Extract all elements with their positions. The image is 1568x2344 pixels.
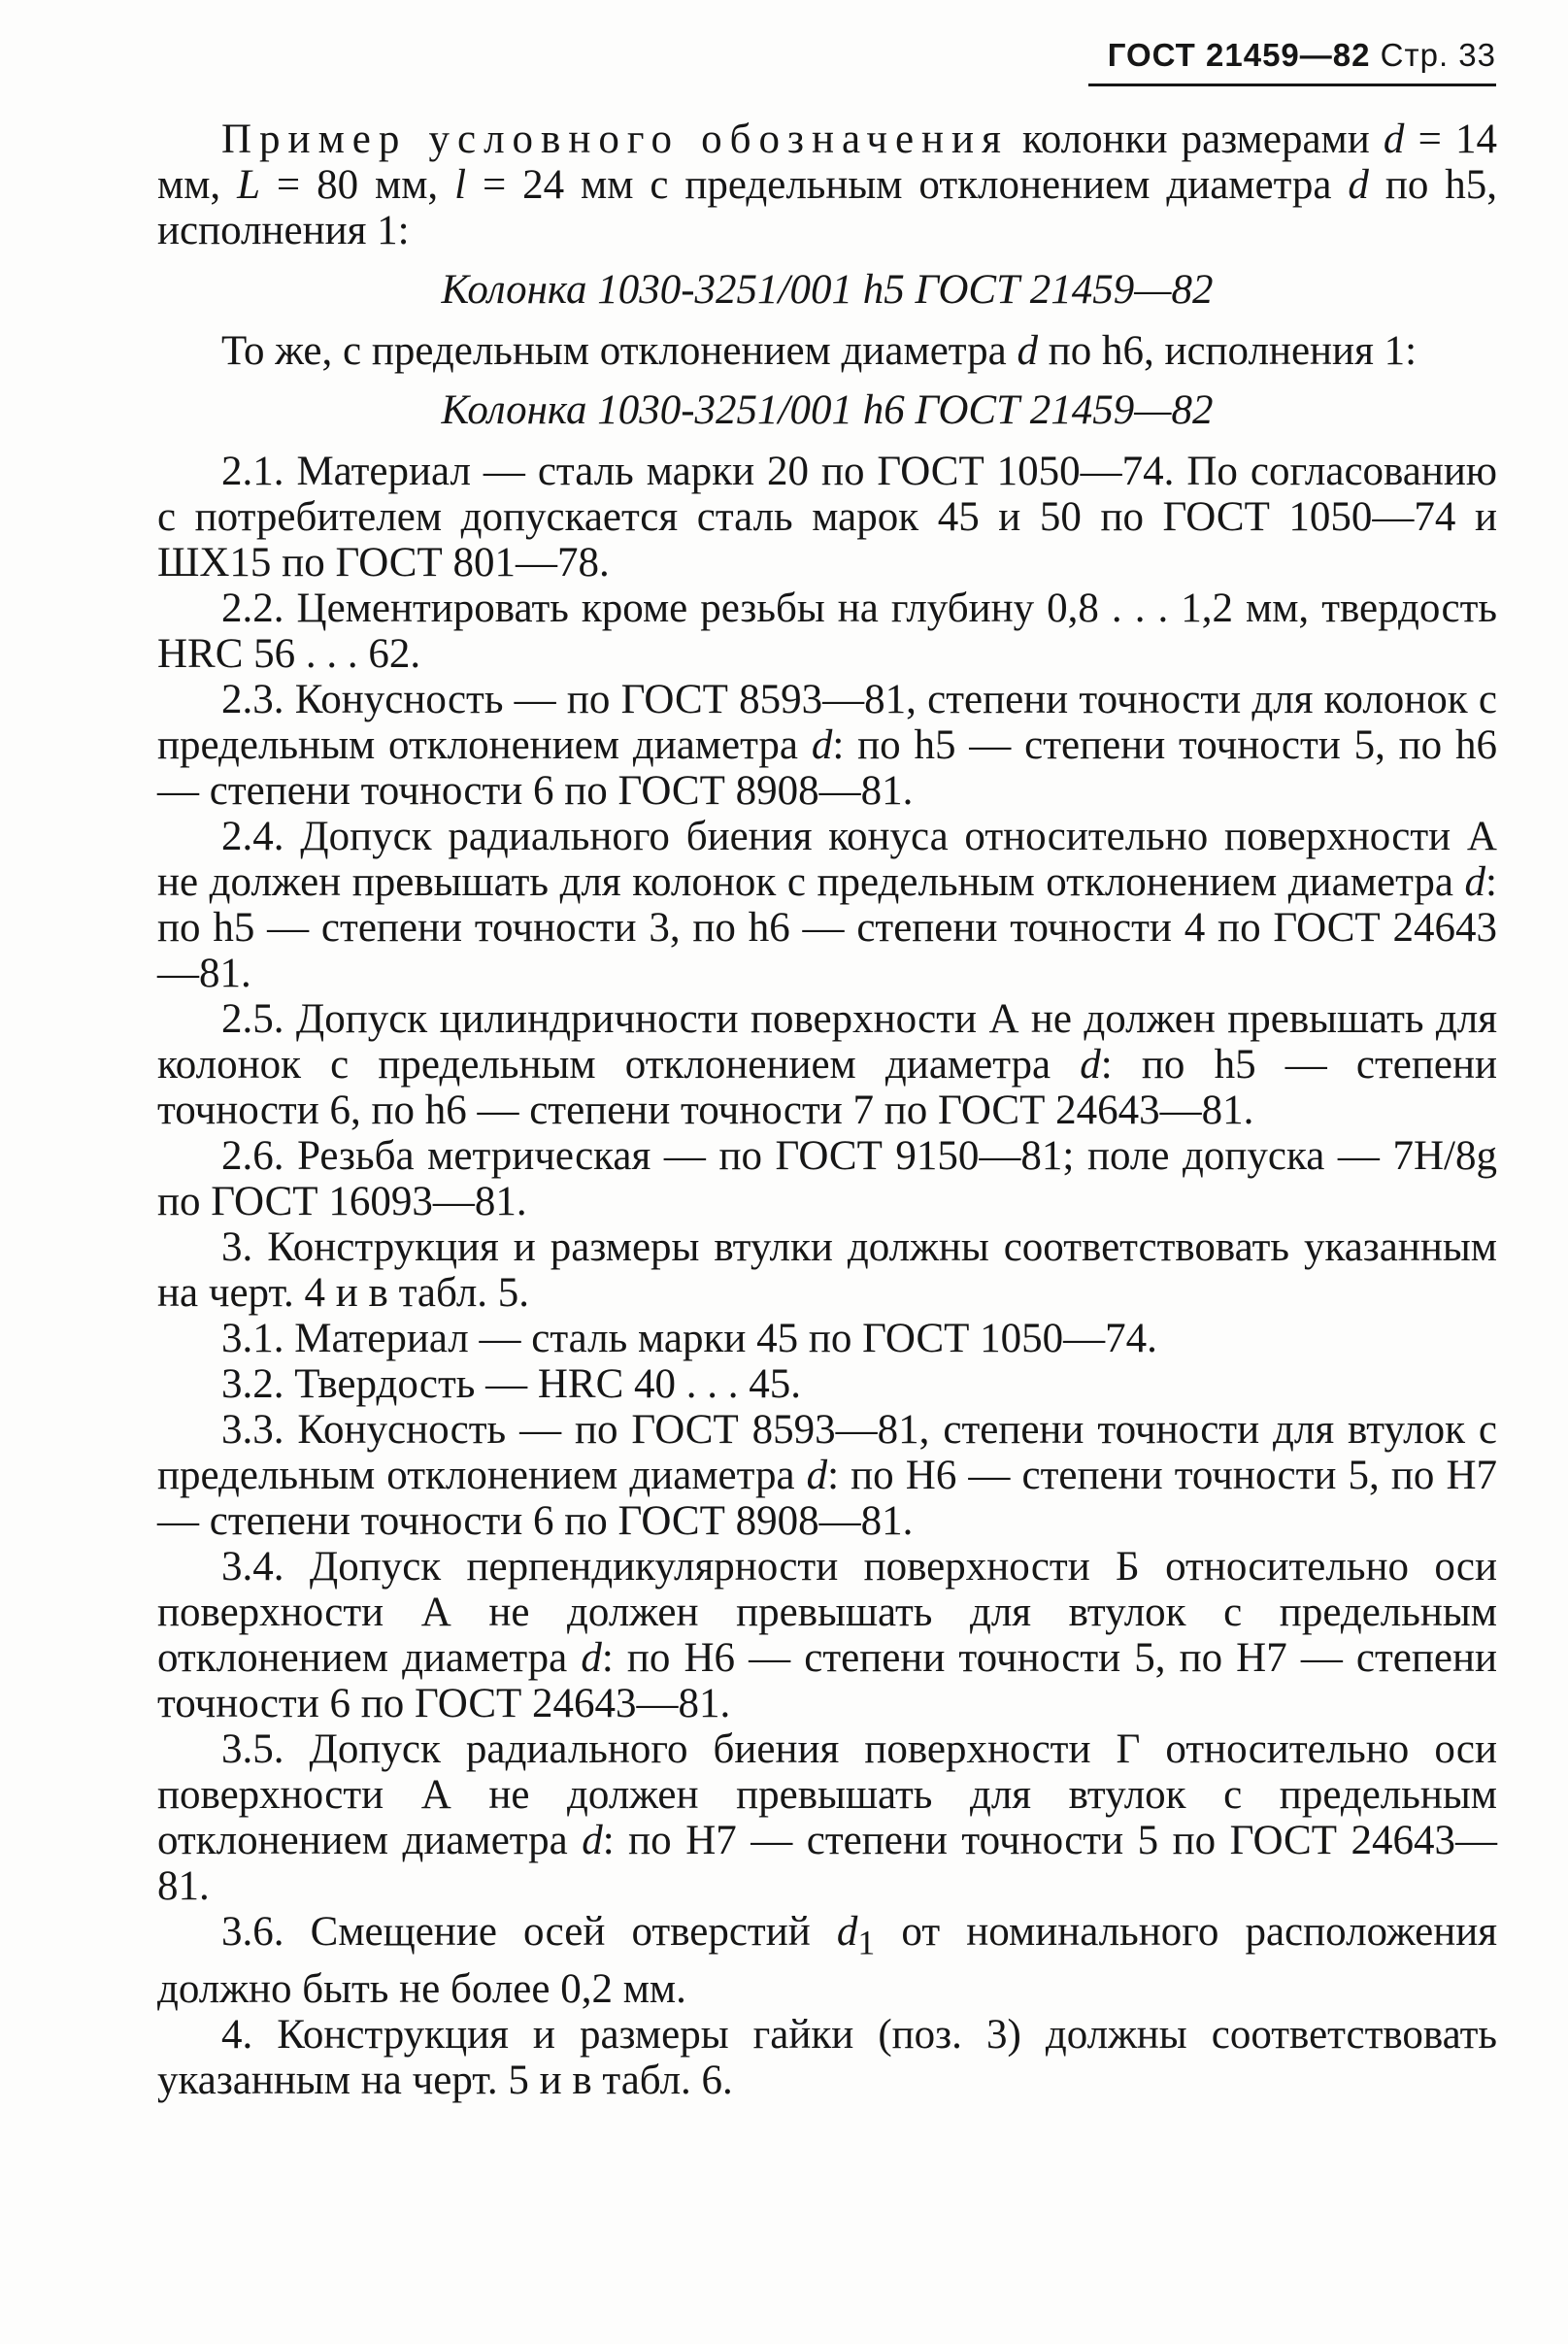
text-run: : по Н7 — степени точности 5 по ГОСТ 24643—81. (157, 1818, 1497, 1909)
clause-2-2: 2.2. Цементировать кроме резьбы на глубину 0,8 . . . 1,2 мм, твердость HRC 56 . . . 62. (157, 586, 1497, 677)
text-run: : по Н6 — степени точности 5, по Н7 — степени точности 6 по ГОСТ 8908—81. (157, 1453, 1497, 1544)
clause-4: 4. Конструкция и размеры гайки (поз. 3) должны соответствовать указанным на черт. 5 и в табл. 6. (157, 2011, 1497, 2103)
symbol-d: d (581, 1635, 602, 1681)
text-run: колонки размерами (1008, 117, 1384, 162)
text-run: 3.5. Допуск радиального биения поверхности Г относительно оси поверхности А не должен превышать для втулок с предельным отклонением диаметра (157, 1726, 1497, 1863)
same-with-h6-paragraph (157, 328, 1497, 374)
text-run: 2.4. Допуск радиального биения конуса относительно поверхности А не должен превышать для колонок с предельным отклонением диаметра (157, 814, 1497, 905)
clause-3-4 (157, 1544, 1497, 1726)
symbol-d: d (836, 1909, 858, 1955)
text-run: То же, с предельным отклонением диаметра (221, 328, 1018, 374)
symbol-d: d (1383, 117, 1405, 162)
document-body (157, 117, 1497, 2103)
symbol-l: l (454, 162, 467, 208)
text-run: от номинального расположения должно быть не более 0,2 мм. (157, 1909, 1497, 2012)
text-run: = 80 мм, (260, 162, 455, 208)
example-paragraph (157, 117, 1497, 253)
symbol-L: L (237, 162, 261, 208)
text-run: 3.4. Допуск перпендикулярности поверхности Б относительно оси поверхности А не должен превышать для втулок с предельным отклонением диаметра (157, 1544, 1497, 1681)
text-run: : по h5 — степени точности 3, по h6 — степени точности 4 по ГОСТ 24643—81. (157, 859, 1497, 996)
clause-2-5 (157, 996, 1497, 1133)
clause-2-1: 2.1. Материал — сталь марки 20 по ГОСТ 1050—74. По согласованию с потребителем допускается сталь марок 45 и 50 по ГОСТ 1050—74 и ШХ15 по ГОСТ 801—78. (157, 449, 1497, 586)
clause-3-6 (157, 1909, 1497, 2012)
text-run: : по h5 — степени точности 5, по h6 — степени точности 6 по ГОСТ 8908—81. (157, 722, 1498, 814)
symbol-d: d (1348, 162, 1369, 208)
text-run: = 24 мм с предельным отклонением диаметра (466, 162, 1349, 208)
symbol-d: d (1017, 328, 1038, 374)
clause-3-3 (157, 1407, 1497, 1544)
symbol-d: d (1080, 1042, 1101, 1088)
symbol-d: d (811, 722, 833, 768)
symbol-d: d (1464, 859, 1486, 905)
text-run: 2.5. Допуск цилиндричности поверхности А не должен превышать для колонок с предельным отклонением диаметра (157, 996, 1497, 1088)
clause-3-5 (157, 1726, 1497, 1909)
text-run: 3.3. Конусность — по ГОСТ 8593—81, степени точности для втулок с предельным отклонением диаметра (157, 1407, 1497, 1498)
clause-2-4 (157, 814, 1497, 996)
designation-h5: Колонка 1030-3251/001 h5 ГОСТ 21459—82 (441, 267, 1214, 313)
example-lead: Пример условного обозначения (221, 117, 1009, 162)
text-run: по h6, исполнения 1: (1037, 328, 1418, 374)
text-run: : по h5 — степени точности 6, по h6 — степени точности 7 по ГОСТ 24643—81. (157, 1042, 1497, 1133)
clause-3-2: 3.2. Твердость — HRC 40 . . . 45. (221, 1361, 802, 1407)
text-run: 3.6. Смещение осей отверстий (221, 1909, 837, 1955)
text-run: = 14 мм, (157, 117, 1497, 208)
clause-3: 3. Конструкция и размеры втулки должны соответствовать указанным на черт. 4 и в табл. 5. (157, 1224, 1497, 1316)
page-header (1088, 37, 1496, 74)
text-run: : по Н6 — степени точности 5, по Н7 — степени точности 6 по ГОСТ 24643—81. (157, 1635, 1497, 1726)
text-run: 2.3. Конусность — по ГОСТ 8593—81, степени точности для колонок с предельным отклонением диаметра (157, 677, 1497, 768)
designation-h6: Колонка 1030-3251/001 h6 ГОСТ 21459—82 (441, 387, 1214, 433)
clause-3-1: 3.1. Материал — сталь марки 45 по ГОСТ 1050—74. (221, 1316, 1157, 1361)
header-rule (1088, 84, 1496, 86)
clause-2-6: 2.6. Резьба метрическая — по ГОСТ 9150—81; поле допуска — 7H/8g по ГОСТ 16093—81. (157, 1133, 1497, 1224)
symbol-d: d (582, 1818, 603, 1863)
page-number: Стр. 33 (1380, 37, 1496, 73)
subscript-1: 1 (857, 1923, 876, 1962)
text-run: по h5, исполнения 1: (157, 162, 1497, 253)
standard-number: ГОСТ 21459—82 (1107, 37, 1371, 73)
symbol-d: d (806, 1453, 828, 1498)
clause-2-3 (157, 677, 1497, 814)
